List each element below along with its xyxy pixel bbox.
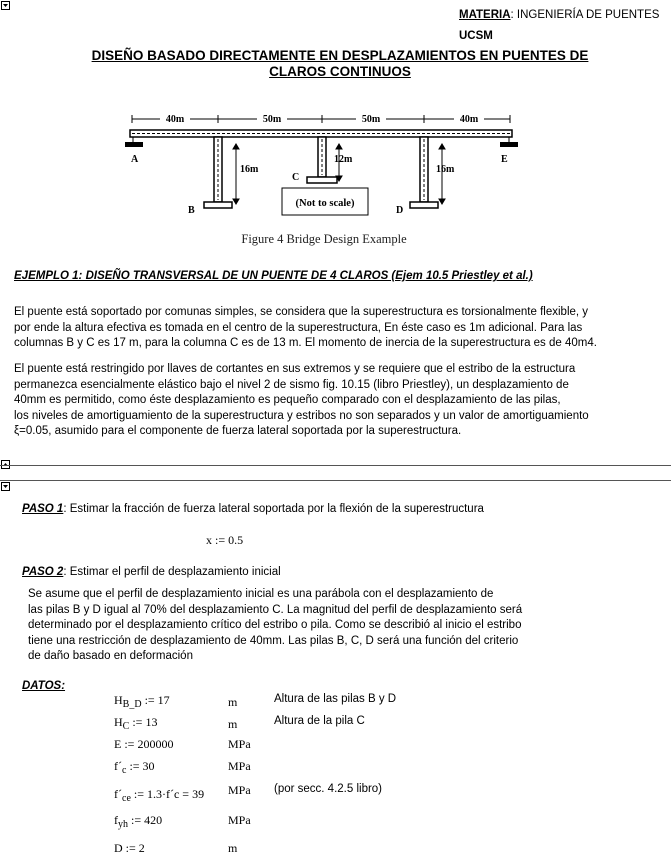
paragraph-line: de daño basado en deformación	[28, 650, 193, 662]
datos-row	[114, 813, 514, 833]
datos-label: DATOS:	[22, 680, 66, 692]
description: Altura de la pila C	[274, 715, 365, 727]
unit: MPa	[228, 737, 251, 751]
support-label: B	[188, 205, 195, 216]
formula-fc[interactable]: $f´_c$ := 30	[114, 759, 155, 776]
not-to-scale-note: (Not to scale)	[295, 198, 355, 209]
paragraph-line: las pilas B y D igual al 70% del desplazamiento C. La magnitud del perfil de desplazamiento será	[28, 603, 523, 616]
paso-2	[22, 566, 281, 578]
region-divider	[0, 480, 671, 481]
paso-1-text: : Estimar la fracción de fuerza lateral soportada por la flexión de la superestructura	[63, 503, 484, 515]
collapse-region-toggle[interactable]	[1, 482, 10, 491]
height-label: 12m	[334, 154, 353, 165]
datos-row	[114, 715, 514, 735]
paso-1-label: PASO 1	[22, 503, 64, 515]
paragraph-line: 40mm es permitido, como éste desplazamiento es pequeño comparado con el desplazamiento de las pilas,	[14, 394, 561, 406]
unit: MPa	[228, 813, 251, 827]
paragraph-line: columnas B y C es 17 m, para la columna C es de 13 m. El momento de inercia de la superestructura es de 40m4.	[14, 337, 597, 349]
title-line-2: CLAROS CONTINUOS	[269, 64, 411, 79]
paso-2-description	[28, 587, 522, 665]
datos-row	[114, 783, 514, 807]
unit: MPa	[228, 783, 251, 797]
span-label: 50m	[262, 114, 282, 125]
unit: m	[228, 717, 238, 731]
paragraph-line: por ende la altura efectiva es tomada en el centro de la superestructura, En éste caso es 1m adicional. Para las	[14, 321, 583, 334]
formula-e[interactable]: E := 200000	[114, 737, 174, 751]
title-line-1: DISEÑO BASADO DIRECTAMENTE EN DESPLAZAMIENTOS EN PUENTES DE	[91, 48, 589, 63]
formula-h-bd[interactable]: $H_{B\_D}$ := 17	[114, 693, 170, 710]
paragraph-line: El puente está soportado por comunas simples, se considera que la superestructura es torsionalmente flexible, y	[14, 306, 589, 318]
arrow-down-icon	[2, 483, 9, 490]
span-label: 50m	[361, 114, 381, 125]
example-paragraph-1	[14, 305, 597, 352]
description: (por secc. 4.2.5 libro)	[274, 783, 383, 795]
unit: m	[228, 695, 238, 709]
paragraph-line: ξ=0.05, asumido para el componente de fuerza lateral soportada por la superestructura.	[14, 425, 462, 437]
datos-row	[114, 693, 514, 713]
example-paragraph-2	[14, 362, 589, 440]
paragraph-line: Se asume que el perfil de desplazamiento inicial es una parábola con el desplazamiento de	[28, 588, 494, 600]
formula-fce[interactable]: $f´_{ce}$ := 1.3·f´c = 39	[114, 787, 205, 804]
example-heading: EJEMPLO 1: DISEÑO TRANSVERSAL DE UN PUENTE DE 4 CLAROS (Ejem 10.5 Priestley et al.)	[14, 270, 533, 282]
unit: MPa	[228, 759, 251, 773]
span-label: 40m	[165, 114, 185, 125]
region-divider	[0, 465, 671, 466]
abutment-e	[500, 142, 518, 147]
paragraph-line: permanezca esencialmente elástico bajo el nivel 2 de sismo fig. 10.15 (libro Priestley), un desplazamiento de	[14, 378, 569, 391]
support-label: A	[131, 154, 139, 165]
support-label: D	[396, 205, 404, 216]
page-title	[40, 48, 640, 80]
formula-d[interactable]: D := 2	[114, 841, 145, 855]
formula-h-c[interactable]: $H_C$ := 13	[114, 715, 158, 732]
height-label: 16m	[240, 164, 259, 175]
paragraph-line: determinado por el desplazamiento crítico del estribo o pila. Como se describió al inicio el estribo	[28, 619, 522, 631]
datos-row	[114, 841, 514, 861]
paso-2-text: : Estimar el perfil de desplazamiento inicial	[63, 566, 281, 578]
paso-2-label: PASO 2	[22, 566, 64, 578]
paragraph-line: tiene una restricción de desplazamiento de 40mm. Las pilas B, C, D será una función del criterio	[28, 634, 519, 647]
unit: m	[228, 841, 238, 855]
formula-fyh[interactable]: $f_{yh}$ := 420	[114, 813, 163, 830]
institution: UCSM	[459, 30, 493, 42]
figure-caption: Figure 4 Bridge Design Example	[241, 232, 407, 246]
datos-row	[114, 737, 514, 757]
paso-1	[22, 503, 484, 515]
support-label: C	[292, 172, 300, 183]
datos-row	[114, 759, 514, 779]
paragraph-line: El puente está restringido por llaves de cortantes en sus extremos y se requiere que el estribo de la estructura	[14, 363, 576, 375]
collapse-region-toggle[interactable]	[1, 1, 10, 10]
abutment-a	[125, 142, 143, 147]
arrow-down-icon	[2, 2, 9, 9]
support-label: E	[501, 154, 508, 165]
height-label: 16m	[436, 164, 455, 175]
formula-x[interactable]: x := 0.5	[206, 533, 244, 547]
bridge-figure	[120, 104, 520, 250]
span-label: 40m	[459, 114, 479, 125]
description: Altura de las pilas B y D	[274, 693, 397, 705]
paragraph-line: los niveles de amortiguamiento de la superestructura y estribos no son separados y un valor de amortiguamiento	[14, 409, 589, 422]
materia-label: MATERIA	[459, 9, 511, 21]
materia-value: : INGENIERÍA DE PUENTES	[510, 9, 660, 21]
materia-line	[459, 9, 659, 21]
